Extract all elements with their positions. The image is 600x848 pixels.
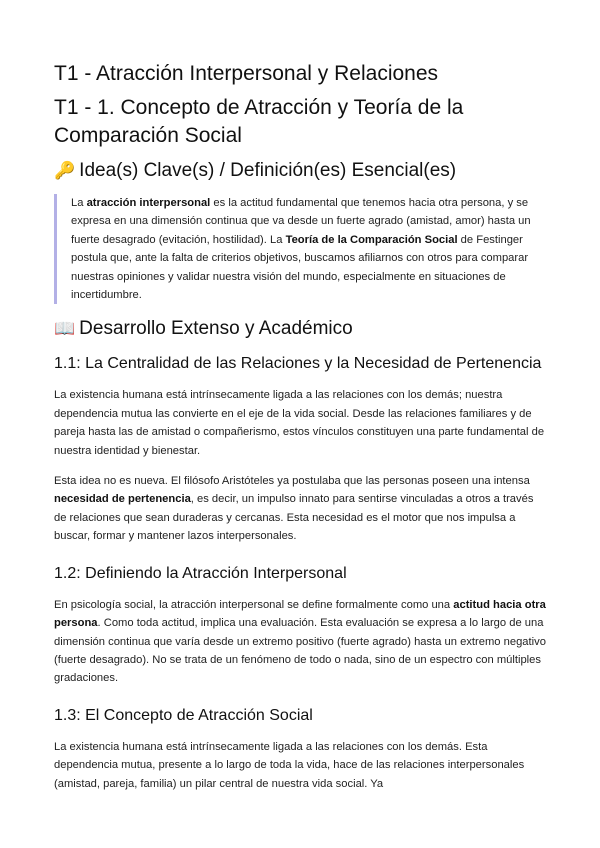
development-heading-text: Desarrollo Extenso y Académico: [79, 318, 353, 340]
paragraph-text: . Como toda actitud, implica una evaluación. Esta evaluación se expresa a lo largo de una dimensión continua que varía desde un extremo positivo (fuerte agrado) hasta un extremo negativo (fuerte desagrado). No se trata de un fenómeno de todo o nada, sino de un espectro con múltiples gradaciones.: [54, 617, 546, 685]
document-title: T1 - Atracción Interpersonal y Relaciones: [54, 62, 439, 85]
callout-bold-term: atracción interpersonal: [86, 197, 211, 209]
subsection-heading-1-1: 1.1: La Centralidad de las Relaciones y la Necesidad de Pertenencia: [54, 355, 542, 373]
key-icon: 🔑: [54, 161, 76, 180]
paragraph-text: En psicología social, la atracción interpersonal se define formalmente como una: [54, 598, 454, 611]
development-heading: [54, 316, 548, 342]
callout-text: de Festinger postula que, ante la falta de criterios objetivos, buscamos afiliarnos con otros para comparar nuestras opiniones y validar nuestra visión del mundo, especialmente en situaciones de incertidumbre.: [71, 233, 529, 302]
key-ideas-heading: [54, 158, 548, 184]
paragraph-text: , es decir, un impulso innato para sentirse vinculadas a otros a través de relaciones que sean duraderas y cercanas. Esta necesidad es el motor que nos impulsa a buscar, formar y mantener lazos interpersonales.: [54, 493, 534, 543]
subsection-heading-1-2: 1.2: Definiendo la Atracción Interpersonal: [54, 564, 347, 582]
callout-text: es la actitud fundamental que tenemos hacia otra persona, y se expresa en una dimensión continua que va desde un fuerte agrado (amistad, amor) hasta un fuerte desagrado (evitación, hostilidad). La: [71, 197, 531, 246]
paragraph: [54, 472, 548, 546]
document-page: [54, 60, 548, 793]
key-ideas-heading-text: Idea(s) Clave(s) / Definición(es) Esencial(es): [79, 160, 457, 181]
callout-text: La: [71, 197, 87, 209]
paragraph-text: Esta idea no es nueva. El filósofo Aristóteles ya postulaba que las personas poseen una intensa: [54, 475, 530, 488]
book-icon: 📖: [54, 319, 76, 339]
bold-term: actitud hacia otra persona: [54, 598, 546, 630]
paragraph: La existencia humana está intrínsecamente ligada a las relaciones con los demás; nuestra dependencia mutua las convierte en el eje de la vida social. Desde las relaciones familiares y de pareja hasta las de amistad o compañerismo, estos vínculos constituyen una parte fundamental de nuestra identidad y bienestar.: [54, 389, 545, 457]
callout-bold-term: Teoría de la Comparación Social: [285, 233, 458, 246]
key-ideas-callout: [54, 194, 548, 304]
paragraph: [54, 596, 548, 688]
section-title: T1 - 1. Concepto de Atracción y Teoría de la Comparación Social: [54, 96, 464, 147]
bold-term: necesidad de pertenencia: [54, 493, 191, 506]
subsection-heading-1-3: 1.3: El Concepto de Atracción Social: [54, 706, 313, 724]
paragraph: La existencia humana está intrínsecamente ligada a las relaciones con los demás. Esta dependencia mutua, presente a lo largo de toda la vida, hace de las relaciones interpersonales (amistad, pareja, familia) un pilar central de nuestra vida social. Ya: [54, 740, 525, 790]
